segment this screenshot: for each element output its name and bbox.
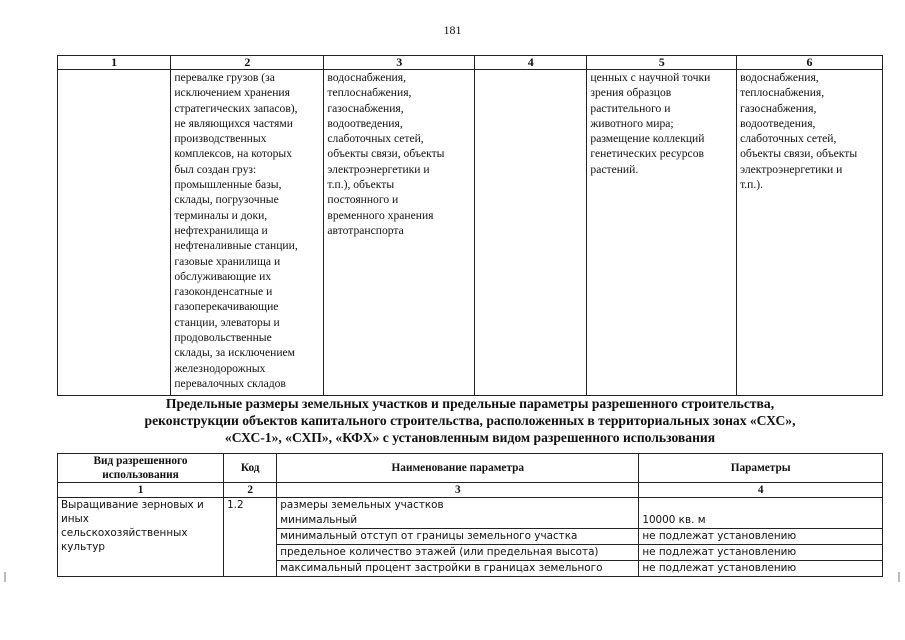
- cell-col-3: водоснабжения, теплоснабжения, газоснабжения, водоотведения, слаботочных сетей, объекты связи, объекты электроэнергетики и т.п.), объекты постоянного и временного хранения автотранспорта: [324, 70, 475, 396]
- cell-col-2: перевалке грузов (за исключением хранения стратегических запасов), не являющихся частями производственных комплексов, на которых был создан груз: промышленные базы, склады, погрузочные терминалы и доки, нефтехранилища и нефтеналивные станции, газовые хранилища и обслуживающие их газоконденсатные и газоперекачивающие станции, элеваторы и продовольственные склады, за исключением железнодорожных перевалочных складов: [171, 70, 324, 396]
- table-row: [58, 498, 883, 577]
- col-number-2: 2: [224, 483, 277, 498]
- parameter-name: предельное количество этажей (или предельная высота): [277, 544, 638, 560]
- heading-line-2: реконструкции объектов капитального строительства, расположенных в территориальных зонах «СХС»,: [144, 413, 796, 428]
- table-row: [58, 70, 883, 396]
- header-parameters: Параметры: [639, 454, 883, 483]
- parameter-values-cell: [639, 498, 883, 577]
- cell-col-5: ценных с научной точки зрения образцов растительного и животного мира; размещение коллекций генетических ресурсов растений.: [587, 70, 737, 396]
- col-number-6: 6: [737, 56, 883, 70]
- scan-edge-mark-left: [4, 572, 6, 582]
- heading-line-1: Предельные размеры земельных участков и предельные параметры разрешенного строительства,: [165, 396, 775, 411]
- continuation-table: [57, 55, 883, 396]
- cell-col-6: водоснабжения, теплоснабжения, газоснабжения, водоотведения, слаботочных сетей, объекты связи, объекты электроэнергетики и т.п.).: [737, 70, 883, 396]
- header-use-type: Вид разрешенного использования: [58, 454, 224, 483]
- header-row: [58, 454, 883, 483]
- parameter-value: не подлежат установлению: [639, 528, 882, 544]
- header-parameter-name: Наименование параметра: [277, 454, 639, 483]
- header-code: Код: [224, 454, 277, 483]
- col-number-4: 4: [639, 483, 883, 498]
- parameter-value: [639, 498, 882, 513]
- parameter-name: размеры земельных участков: [280, 499, 444, 511]
- parameter-value: не подлежат установлению: [639, 544, 882, 560]
- section-heading: [57, 395, 883, 446]
- column-number-row: [58, 483, 883, 498]
- parameters-table: [57, 453, 883, 577]
- parameter-name: минимальный отступ от границы земельного участка: [277, 528, 638, 544]
- parameter-name: минимальный: [280, 514, 358, 526]
- col-number-3: 3: [324, 56, 475, 70]
- parameter-value: 10000 кв. м: [642, 514, 706, 526]
- parameter-name: максимальный процент застройки в границах земельного: [277, 560, 638, 576]
- col-number-3: 3: [277, 483, 639, 498]
- parameter-value: не подлежат установлению: [639, 560, 882, 576]
- col-number-2: 2: [171, 56, 324, 70]
- column-number-row: [58, 56, 883, 70]
- code-cell: 1.2: [224, 498, 277, 577]
- heading-line-3: «СХС-1», «СХП», «КФХ» с установленным видом разрешенного использования: [224, 430, 716, 445]
- cell-col-4: [475, 70, 587, 396]
- col-number-1: 1: [58, 56, 171, 70]
- col-number-5: 5: [587, 56, 737, 70]
- page-number: 181: [443, 23, 462, 37]
- col-number-4: 4: [475, 56, 587, 70]
- col-number-1: 1: [58, 483, 224, 498]
- use-type-cell: Выращивание зерновых и иных сельскохозяйственных культур: [58, 498, 224, 577]
- scan-edge-mark-right: [898, 572, 900, 582]
- parameter-names-cell: [277, 498, 639, 577]
- cell-col-1: [58, 70, 171, 396]
